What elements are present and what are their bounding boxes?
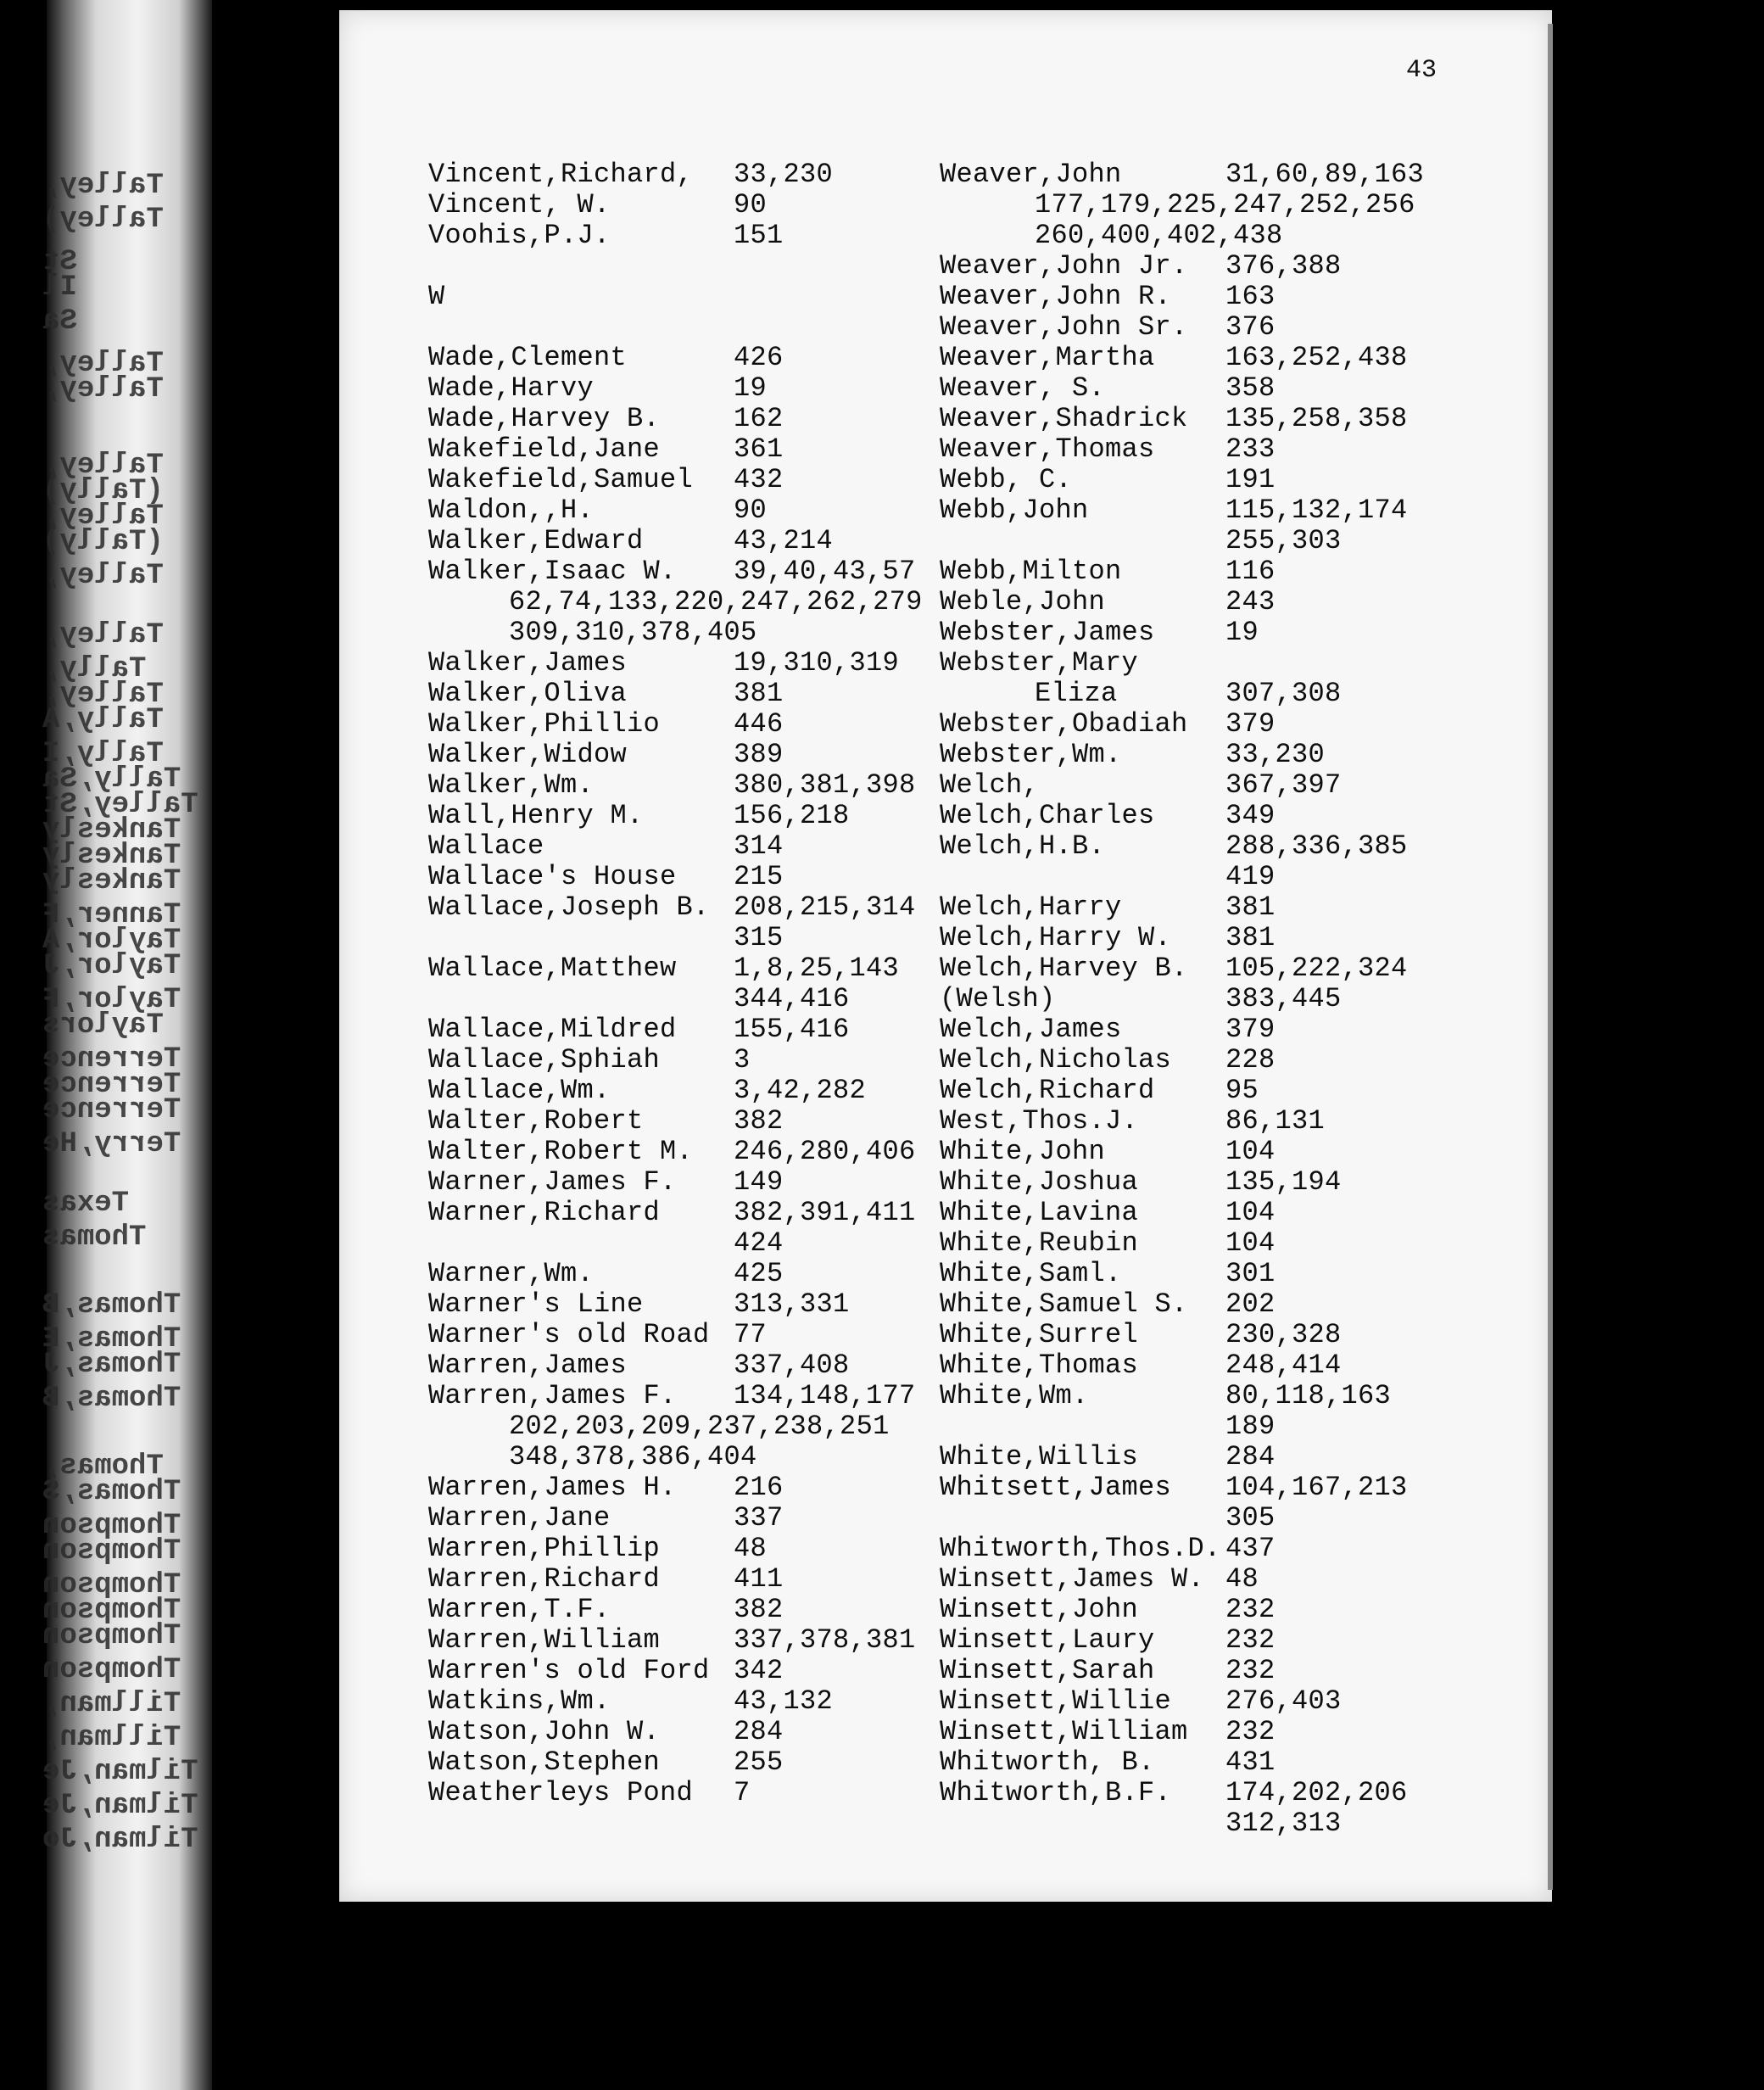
index-entry-name: Webb,Milton bbox=[940, 556, 1122, 587]
index-entry-name: Warner's old Road bbox=[428, 1319, 710, 1350]
bleed-word: Talley, bbox=[42, 170, 164, 202]
bleed-word: Terrence bbox=[42, 1043, 181, 1076]
index-entry-name: Wallace bbox=[428, 830, 544, 862]
index-entry-name: Walker,Phillio bbox=[428, 708, 661, 740]
index-entry-name: Wallace,Sphiah bbox=[428, 1044, 661, 1076]
index-entry-name: Weaver,Shadrick bbox=[940, 403, 1188, 434]
index-entry-continuation: 260,400,402,438 bbox=[1035, 220, 1283, 251]
index-entry-pages: 411 bbox=[734, 1563, 784, 1595]
index-entry-pages: 381 bbox=[1225, 891, 1276, 923]
index-entry-pages: 33,230 bbox=[1225, 739, 1326, 770]
bleed-word: Talley, bbox=[42, 560, 164, 592]
index-entry-name: White,Thomas bbox=[940, 1350, 1139, 1381]
index-entry-name: Webster,Mary bbox=[940, 647, 1139, 679]
index-entry-pages: 202 bbox=[1225, 1288, 1276, 1320]
index-entry-pages: 284 bbox=[734, 1716, 784, 1747]
index-entry-pages: 77 bbox=[734, 1319, 768, 1350]
index-entry-pages: 313,331 bbox=[734, 1288, 850, 1320]
index-entry-name: Walker,Edward bbox=[428, 525, 644, 556]
bleed-word: Thomas,S bbox=[42, 1476, 181, 1508]
bleed-word: Taylor,F bbox=[42, 984, 181, 1016]
index-entry-pages: 33,230 bbox=[734, 159, 834, 190]
index-entry-name: White,Saml. bbox=[940, 1258, 1122, 1289]
index-entry-pages: 189 bbox=[1225, 1411, 1276, 1442]
bleed-word: Talley) bbox=[42, 204, 164, 236]
index-entry-name: Whitsett,James bbox=[940, 1472, 1172, 1503]
index-entry-name: Wade,Harvy bbox=[428, 372, 595, 404]
index-entry-name: Welch,Harvey B. bbox=[940, 953, 1188, 984]
index-entry-pages: 337,408 bbox=[734, 1350, 850, 1381]
index-entry-pages: 284 bbox=[1225, 1441, 1276, 1472]
index-entry-continuation: 177,179,225,247,252,256 bbox=[1035, 189, 1415, 221]
index-entry-pages: 276,403 bbox=[1225, 1685, 1342, 1717]
index-entry-pages: 426 bbox=[734, 342, 784, 373]
bleed-word: Tankesly bbox=[42, 865, 181, 897]
index-entry-pages: 86,131 bbox=[1225, 1105, 1326, 1137]
index-entry-continuation: 309,310,378,405 bbox=[509, 617, 757, 648]
index-entry-pages: 382 bbox=[734, 1594, 784, 1625]
index-entry-continuation: Eliza bbox=[1035, 678, 1118, 709]
index-entry-pages: 232 bbox=[1225, 1624, 1276, 1656]
index-entry-name: Winsett,Willie bbox=[940, 1685, 1172, 1717]
index-entry-pages: 3,42,282 bbox=[734, 1075, 867, 1106]
bleed-word: Thompson bbox=[42, 1620, 181, 1652]
bleed-word: Sa bbox=[42, 305, 77, 338]
index-entry-continuation: 62,74,133,220,247,262,279 bbox=[509, 586, 923, 618]
index-entry-name: Weaver,John Sr. bbox=[940, 311, 1188, 343]
index-entry-pages: 437 bbox=[1225, 1533, 1276, 1564]
index-entry-name: Webster,James bbox=[940, 617, 1155, 648]
index-entry-pages: 19,310,319 bbox=[734, 647, 900, 679]
index-entry-name: Whitworth,Thos.D. bbox=[940, 1533, 1221, 1564]
bleed-word: Taylor,A bbox=[42, 925, 181, 957]
index-entry-name: W bbox=[428, 281, 445, 312]
index-entry-name: Warner,James F. bbox=[428, 1166, 677, 1198]
index-entry-name: Welch,H.B. bbox=[940, 830, 1106, 862]
bleed-word: Taylors bbox=[42, 1009, 164, 1042]
page-number: 43 bbox=[1406, 56, 1437, 85]
index-entry-pages: 315 bbox=[734, 922, 784, 953]
bleed-word: Thompson bbox=[42, 1569, 181, 1601]
index-entry-pages: 349 bbox=[1225, 800, 1276, 831]
index-entry-pages: 7 bbox=[734, 1777, 751, 1808]
index-entry-pages: 31,60,89,163 bbox=[1225, 159, 1425, 190]
index-entry-pages: 358 bbox=[1225, 372, 1276, 404]
index-entry-name: Walter,Robert bbox=[428, 1105, 644, 1137]
bleed-word: Tanner,F bbox=[42, 899, 181, 931]
bleed-word: Terrence bbox=[42, 1094, 181, 1126]
index-entry-name: Whitworth, B. bbox=[940, 1746, 1155, 1778]
index-entry-pages: 232 bbox=[1225, 1716, 1276, 1747]
index-entry-pages: 379 bbox=[1225, 1014, 1276, 1045]
bleed-word: Tally,A bbox=[42, 704, 164, 736]
index-entry-name: Warren,Richard bbox=[428, 1563, 661, 1595]
bleed-word: Terry,He bbox=[42, 1128, 181, 1160]
index-entry-pages: 301 bbox=[1225, 1258, 1276, 1289]
index-entry-name: Weatherleys Pond bbox=[428, 1777, 694, 1808]
index-entry-name: White,Wm. bbox=[940, 1380, 1089, 1411]
bleed-word: Tilman,Je bbox=[42, 1790, 198, 1822]
index-entry-pages: 367,397 bbox=[1225, 769, 1342, 801]
bleed-word: Taylor,J bbox=[42, 950, 181, 982]
index-entry-pages: 312,313 bbox=[1225, 1808, 1342, 1839]
index-entry-name: Whitworth,B.F. bbox=[940, 1777, 1172, 1808]
index-entry-pages: 424 bbox=[734, 1227, 784, 1259]
bleed-word: Talley, bbox=[42, 348, 164, 380]
index-entry-pages: 174,202,206 bbox=[1225, 1777, 1408, 1808]
index-entry-name: Vincent,Richard, bbox=[428, 159, 694, 190]
bleed-word: Tally,I bbox=[42, 738, 164, 770]
index-entry-name: White,Lavina bbox=[940, 1197, 1139, 1228]
index-entry-pages: 216 bbox=[734, 1472, 784, 1503]
page-edge bbox=[1548, 24, 1553, 1890]
bleed-word: Talley, bbox=[42, 500, 164, 533]
index-entry-name: Webster,Obadiah bbox=[940, 708, 1188, 740]
index-entry-pages: 230,328 bbox=[1225, 1319, 1342, 1350]
index-entry-name: Wade,Harvey B. bbox=[428, 403, 661, 434]
index-entry-pages: 48 bbox=[734, 1533, 768, 1564]
index-entry-pages: 376 bbox=[1225, 311, 1276, 343]
index-entry-name: Watkins,Wm. bbox=[428, 1685, 611, 1717]
index-entry-pages: 379 bbox=[1225, 708, 1276, 740]
bleed-word: Tally,Sa bbox=[42, 763, 181, 796]
index-entry-pages: 446 bbox=[734, 708, 784, 740]
index-entry-name: Warren,Phillip bbox=[428, 1533, 661, 1564]
index-entry-name: (Welsh) bbox=[940, 983, 1056, 1014]
bleed-word: Thompson bbox=[42, 1595, 181, 1627]
index-entry-pages: 382,391,411 bbox=[734, 1197, 916, 1228]
bleed-word: Il bbox=[42, 271, 77, 304]
index-entry-name: Walker,Isaac W. bbox=[428, 556, 677, 587]
index-entry-pages: 80,118,163 bbox=[1225, 1380, 1392, 1411]
index-entry-name: Winsett,Laury bbox=[940, 1624, 1155, 1656]
index-entry-pages: 243 bbox=[1225, 586, 1276, 618]
bleed-word: Tilman,Jo bbox=[42, 1824, 198, 1856]
index-entry-pages: 43,132 bbox=[734, 1685, 834, 1717]
index-entry-pages: 104 bbox=[1225, 1227, 1276, 1259]
index-entry-name: West,Thos.J. bbox=[940, 1105, 1139, 1137]
index-entry-pages: 104,167,213 bbox=[1225, 1472, 1408, 1503]
index-entry-name: Weble,John bbox=[940, 586, 1106, 618]
index-entry-pages: 361 bbox=[734, 433, 784, 465]
bleed-word: St bbox=[42, 246, 77, 278]
index-entry-pages: 248,414 bbox=[1225, 1350, 1342, 1381]
index-entry-name: Warren,T.F. bbox=[428, 1594, 611, 1625]
index-entry-name: White,Reubin bbox=[940, 1227, 1139, 1259]
index-entry-pages: 232 bbox=[1225, 1594, 1276, 1625]
index-entry-continuation: 202,203,209,237,238,251 bbox=[509, 1411, 890, 1442]
index-entry-pages: 163 bbox=[1225, 281, 1276, 312]
index-entry-pages: 246,280,406 bbox=[734, 1136, 916, 1167]
bleed-word: Talley, bbox=[42, 373, 164, 405]
index-entry-name: Webb, C. bbox=[940, 464, 1073, 495]
bleed-word: Talley, bbox=[42, 450, 164, 482]
index-entry-name: Walker,Widow bbox=[428, 739, 628, 770]
index-entry-pages: 95 bbox=[1225, 1075, 1259, 1106]
bleed-word: Thompson bbox=[42, 1535, 181, 1568]
index-entry-pages: 432 bbox=[734, 464, 784, 495]
index-entry-pages: 288,336,385 bbox=[1225, 830, 1408, 862]
index-entry-name: Wallace,Joseph B. bbox=[428, 891, 710, 923]
index-entry-pages: 162 bbox=[734, 403, 784, 434]
index-entry-pages: 307,308 bbox=[1225, 678, 1342, 709]
index-entry-pages: 419 bbox=[1225, 861, 1276, 892]
index-entry-name: Weaver,John bbox=[940, 159, 1122, 190]
index-entry-name: Winsett,William bbox=[940, 1716, 1188, 1747]
index-entry-pages: 233 bbox=[1225, 433, 1276, 465]
index-entry-name: Wallace,Wm. bbox=[428, 1075, 611, 1106]
bleed-word: Thompson bbox=[42, 1510, 181, 1542]
index-entry-pages: 383,445 bbox=[1225, 983, 1342, 1014]
index-entry-pages: 156,218 bbox=[734, 800, 850, 831]
index-entry-name: Welch,Charles bbox=[940, 800, 1155, 831]
bleed-word: (Tally) bbox=[42, 475, 164, 507]
bleed-word: Tankesly bbox=[42, 814, 181, 847]
index-entry-pages: 344,416 bbox=[734, 983, 850, 1014]
bleed-word: Tally, bbox=[42, 653, 147, 685]
bleed-word: Tillman, bbox=[42, 1722, 181, 1754]
index-entry-name: Warren,James F. bbox=[428, 1380, 677, 1411]
bleed-word: Thomas,B bbox=[42, 1289, 181, 1322]
index-entry-name: Welch,James bbox=[940, 1014, 1122, 1045]
index-entry-pages: 116 bbox=[1225, 556, 1276, 587]
index-entry-pages: 135,258,358 bbox=[1225, 403, 1408, 434]
index-entry-pages: 376,388 bbox=[1225, 250, 1342, 282]
facing-page-bleed bbox=[42, 0, 212, 2090]
index-entry-name: Warren's old Ford bbox=[428, 1655, 710, 1686]
index-entry-pages: 381 bbox=[734, 678, 784, 709]
index-entry-continuation: 348,378,386,404 bbox=[509, 1441, 757, 1472]
index-entry-pages: 314 bbox=[734, 830, 784, 862]
index-entry-name: Warren,James H. bbox=[428, 1472, 677, 1503]
bleed-word: Thomas, bbox=[42, 1450, 164, 1483]
index-entry-pages: 115,132,174 bbox=[1225, 495, 1408, 526]
index-entry-pages: 389 bbox=[734, 739, 784, 770]
index-entry-pages: 337 bbox=[734, 1502, 784, 1534]
index-entry-pages: 255 bbox=[734, 1746, 784, 1778]
index-entry-pages: 228 bbox=[1225, 1044, 1276, 1076]
index-entry-name: Wakefield,Jane bbox=[428, 433, 661, 465]
index-entry-pages: 19 bbox=[734, 372, 768, 404]
index-entry-name: Wall,Henry M. bbox=[428, 800, 644, 831]
index-entry-name: Warren,William bbox=[428, 1624, 661, 1656]
index-entry-name: Welch,Harry bbox=[940, 891, 1122, 923]
index-entry-name: Winsett,Sarah bbox=[940, 1655, 1155, 1686]
index-entry-name: Welch,Harry W. bbox=[940, 922, 1172, 953]
index-entry-name: Watson,Stephen bbox=[428, 1746, 661, 1778]
index-entry-name: Wakefield,Samuel bbox=[428, 464, 694, 495]
index-entry-pages: 337,378,381 bbox=[734, 1624, 916, 1656]
bleed-word: Talley, bbox=[42, 679, 164, 711]
index-entry-name: Welch,Nicholas bbox=[940, 1044, 1172, 1076]
index-entry-pages: 382 bbox=[734, 1105, 784, 1137]
index-entry-name: White,Joshua bbox=[940, 1166, 1139, 1198]
index-entry-name: Vincent, W. bbox=[428, 189, 611, 221]
index-entry-pages: 104 bbox=[1225, 1197, 1276, 1228]
index-entry-name: Weaver,Thomas bbox=[940, 433, 1155, 465]
index-entry-pages: 425 bbox=[734, 1258, 784, 1289]
index-entry-name: Weaver,John Jr. bbox=[940, 250, 1188, 282]
index-entry-pages: 19 bbox=[1225, 617, 1259, 648]
index-entry-name: Warner,Richard bbox=[428, 1197, 661, 1228]
bleed-word: Tilman,Je bbox=[42, 1756, 198, 1788]
bleed-word: Thomas bbox=[42, 1221, 147, 1254]
bleed-word: Talley,St bbox=[42, 789, 198, 821]
index-entry-pages: 105,222,324 bbox=[1225, 953, 1408, 984]
index-entry-pages: 48 bbox=[1225, 1563, 1259, 1595]
index-entry-name: White,Surrel bbox=[940, 1319, 1139, 1350]
index-entry-pages: 104 bbox=[1225, 1136, 1276, 1167]
index-entry-name: Waldon,,H. bbox=[428, 495, 595, 526]
bleed-word: (Tally) bbox=[42, 526, 164, 558]
index-entry-pages: 215 bbox=[734, 861, 784, 892]
index-entry-name: Warner's Line bbox=[428, 1288, 644, 1320]
index-entry-pages: 208,215,314 bbox=[734, 891, 916, 923]
index-entry-name: White,Samuel S. bbox=[940, 1288, 1188, 1320]
index-entry-name: Warren,James bbox=[428, 1350, 628, 1381]
index-entry-pages: 90 bbox=[734, 189, 768, 221]
bleed-word: Thompson bbox=[42, 1654, 181, 1686]
index-entry-pages: 342 bbox=[734, 1655, 784, 1686]
index-entry-pages: 191 bbox=[1225, 464, 1276, 495]
index-entry-pages: 43,214 bbox=[734, 525, 834, 556]
index-entry-name: Winsett,James W. bbox=[940, 1563, 1205, 1595]
index-entry-name: Walter,Robert M. bbox=[428, 1136, 694, 1167]
index-entry-name: Walker,James bbox=[428, 647, 628, 679]
index-entry-name: Wade,Clement bbox=[428, 342, 628, 373]
bleed-word: Tillman, bbox=[42, 1688, 181, 1720]
index-entry-pages: 39,40,43,57 bbox=[734, 556, 916, 587]
index-entry-pages: 135,194 bbox=[1225, 1166, 1342, 1198]
index-entry-name: Warner,Wm. bbox=[428, 1258, 595, 1289]
index-entry-name: Webster,Wm. bbox=[940, 739, 1122, 770]
index-entry-pages: 155,416 bbox=[734, 1014, 850, 1045]
index-entry-name: Walker,Wm. bbox=[428, 769, 595, 801]
index-entry-pages: 151 bbox=[734, 220, 784, 251]
bleed-word: Thomas,E bbox=[42, 1323, 181, 1355]
index-entry-pages: 380,381,398 bbox=[734, 769, 916, 801]
bleed-word: Talley, bbox=[42, 619, 164, 651]
index-entry-name: Wallace,Mildred bbox=[428, 1014, 677, 1045]
bleed-word: Terrence bbox=[42, 1069, 181, 1101]
index-entry-pages: 149 bbox=[734, 1166, 784, 1198]
index-entry-pages: 3 bbox=[734, 1044, 751, 1076]
index-entry-name: Wallace,Matthew bbox=[428, 953, 677, 984]
index-entry-name: Weaver, S. bbox=[940, 372, 1106, 404]
index-entry-pages: 431 bbox=[1225, 1746, 1276, 1778]
index-entry-pages: 134,148,177 bbox=[734, 1380, 916, 1411]
index-entry-name: Welch,Richard bbox=[940, 1075, 1155, 1106]
index-entry-name: Webb,John bbox=[940, 495, 1089, 526]
index-entry-pages: 163,252,438 bbox=[1225, 342, 1408, 373]
index-entry-name: Weaver,John R. bbox=[940, 281, 1172, 312]
index-entry-name: Wallace's House bbox=[428, 861, 677, 892]
index-entry-name: Voohis,P.J. bbox=[428, 220, 611, 251]
index-entry-pages: 381 bbox=[1225, 922, 1276, 953]
index-entry-name: Warren,Jane bbox=[428, 1502, 611, 1534]
index-entry-name: Weaver,Martha bbox=[940, 342, 1155, 373]
index-entry-name: White,Willis bbox=[940, 1441, 1139, 1472]
index-entry-pages: 1,8,25,143 bbox=[734, 953, 900, 984]
index-entry-pages: 305 bbox=[1225, 1502, 1276, 1534]
index-entry-name: Watson,John W. bbox=[428, 1716, 661, 1747]
index-entry-name: White,John bbox=[940, 1136, 1106, 1167]
bleed-word: Texas bbox=[42, 1188, 130, 1220]
index-entry-name: Winsett,John bbox=[940, 1594, 1139, 1625]
index-entry-pages: 90 bbox=[734, 495, 768, 526]
index-entry-pages: 255,303 bbox=[1225, 525, 1342, 556]
bleed-word: Thomas,B bbox=[42, 1383, 181, 1415]
bleed-word: Thomas,J bbox=[42, 1349, 181, 1381]
bleed-word: Tankesly bbox=[42, 840, 181, 872]
index-entry-pages: 232 bbox=[1225, 1655, 1276, 1686]
index-entry-name: Welch, bbox=[940, 769, 1040, 801]
index-entry-name: Walker,Oliva bbox=[428, 678, 628, 709]
